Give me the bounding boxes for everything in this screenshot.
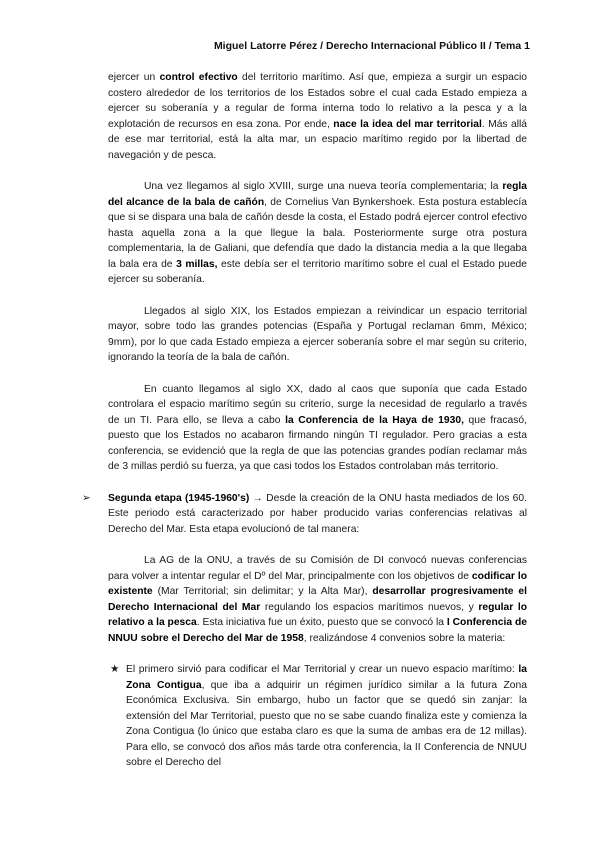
paragraph-siglo-xviii: Una vez llegamos al siglo XVIII, surge una nueva teoría complementaria; la regla del alcance de la bala de cañón, de Cornelius Van Bynkershoek. Esta postura establecía que si se dispara una bala de cañón desde la costa, el Estado podrá ejercer control efectivo hasta aquella zona a la que llegue la bala. Posteriormente surge otra postura complementaria, la de Galiani, que defendía que dado la distancia media a la que llegaba la bala era de 3 millas, este debía ser el territorio marítimo sobre el cual el Estado puede ejercer su soberanía. — [108, 181, 528, 285]
bold-conferencia-haya: la Conferencia de la Haya de 1930, — [285, 414, 464, 426]
star-bullet-icon: ★ — [110, 664, 120, 675]
paragraph-ag-onu: La AG de la ONU, a través de su Comisión de DI convocó nuevas conferencias para volver a intentar regular el Dº del Mar, principalmente con los objetivos de codificar lo existente (Mar Territorial; sin delimitar; y la Alta Mar), desarrollar progresivamente el Derecho Internacional del Mar regulando los espacios marítimos nuevos, y regular lo relativo a la pesca. Esta iniciativa fue un éxito, puesto que se convocó la I Conferencia de NNUU sobre el Derecho del Mar de 1958, realizándose 4 convenios sobre la materia: — [108, 555, 528, 644]
bold-i-conferencia: I Conferencia de NNUU sobre el Derecho del Mar de 1958 — [108, 617, 528, 644]
bold-mar-territorial: nace la idea del mar territorial — [333, 118, 482, 130]
bold-desarrollar: desarrollar progresivamente el Derecho Internacional del Mar — [108, 586, 527, 613]
bold-3-millas: 3 millas, — [176, 258, 218, 270]
section-title: Segunda etapa (1945-1960's) — [108, 492, 250, 504]
paragraph-control-efectivo: ejercer un control efectivo del territorio marítimo. Así que, empieza a surgir un espacio costero alrededor de los territorios de los Estados sobre el cual cada Estado empieza a ejercer su soberanía y a regular de forma interna todo lo relativo a la pesca y a la explotación de recursos en esa zona. Por ende, nace la idea del mar territorial. Más allá de ese mar territorial, está la alta mar, un espacio marítimo regido por la libertad de navegación y de pesca. — [108, 72, 528, 161]
arrow-bullet-icon: ➢ — [82, 492, 91, 504]
bold-control-efectivo: control efectivo — [159, 72, 238, 83]
bold-codificar: codificar lo existente — [108, 570, 527, 597]
document-body — [82, 70, 528, 771]
paragraph-siglo-xx: En cuanto llegamos al siglo XX, dado al caos que suponía que cada Estado controlara el espacio marítimo según su criterio, surge la necesidad de regularlo a través de un TI. Para ello, se lleva a cabo la Conferencia de la Haya de 1930, que fracasó, puesto que los Estados no acabaron firmando ningún TI regulador. Pero gracias a esta conferencia, se evidenció que la regla de que las potencias grandes podían reclamar más de 3 millas perdió su fuerza, ya que casi todos los Estados controlaban más territorio. — [108, 383, 527, 472]
bold-zona-contigua: la Zona Contigua — [126, 664, 527, 691]
section-segunda-etapa: ➢ Segunda etapa (1945-1960's) → Desde la creación de la ONU hasta mediados de los 60. Este periodo está caracterizado por haber producido varias conferencias relativas al Derecho del Mar. Esta etapa evolucionó de tal manera: — [82, 492, 527, 535]
bold-regular-pesca: regular lo relativo a la pesca — [108, 601, 527, 628]
right-arrow-icon: → — [252, 492, 263, 504]
paragraph-siglo-xix: Llegados al siglo XIX, los Estados empiezan a reivindicar un espacio territorial mayor, sobre todo las grandes potencias (España y Portugal reclaman 6mm, México; 9mm), por lo que cada Estado empieza a ejercer soberanía sobre el mar según su criterio, ignorando la teoría de la bala de cañón. — [108, 305, 527, 363]
page-header: Miguel Latorre Pérez / Derecho Internacional Público II / Tema 1 — [213, 40, 530, 52]
list-item-primer-convenio: ★ El primero sirvió para codificar el Mar Territorial y crear un nuevo espacio marítimo: la Zona Contigua, que iba a adquirir un régimen jurídico similar a la futura Zona Económica Exclusiva. Sin embargo, hubo un factor que se quedó sin zanjar: la extensión del Mar Territorial, puesto que no se sabe cuando finaliza este y comienza la Zona Contigua (lo único que estaba claro es que la suma de ambas era de 12 millas). Para ello, se convocó dos años más tarde otra conferencia, la II Conferencia de NNUU sobre el Derecho del — [110, 664, 527, 768]
bold-regla-bala-canon: regla del alcance de la bala de cañón — [108, 181, 527, 208]
